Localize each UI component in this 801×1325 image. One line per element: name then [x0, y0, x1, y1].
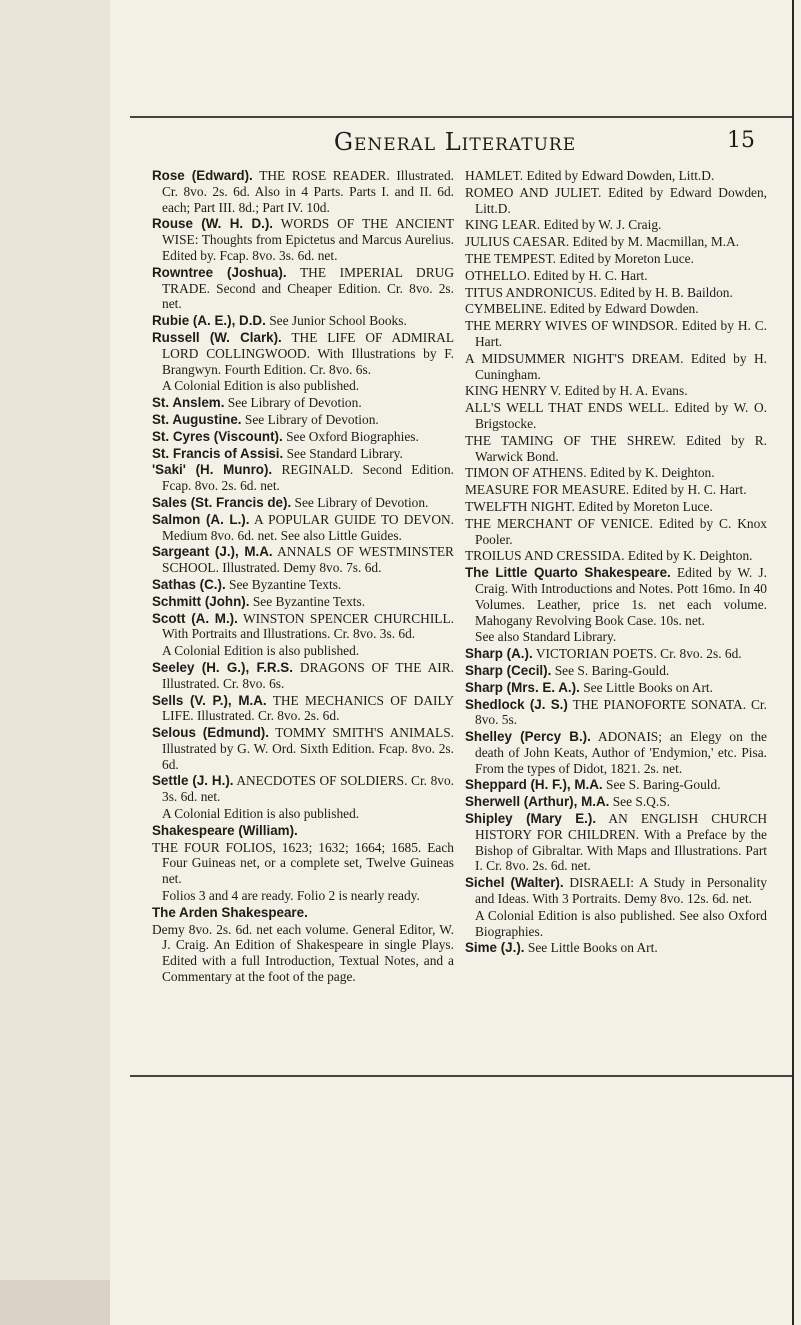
entry-note: A Colonial Edition is also published. — [162, 806, 360, 822]
entry-description: TWELFTH NIGHT. Edited by Moreton Luce. — [465, 498, 713, 514]
entry-author: St. Augustine. — [152, 411, 242, 427]
catalogue-entry — [465, 351, 767, 383]
entry-description: THE PIANOFORTE SONATA. Cr. 8vo. 5s. — [475, 696, 767, 728]
entry-description: WINSTON SPENCER CHURCHILL. With Portraits and Illustrations. Cr. 8vo. 3s. 6d. — [162, 610, 455, 642]
catalogue-entry — [465, 940, 767, 956]
entry-note: A Colonial Edition is also published. — [162, 643, 360, 659]
right-border-rule — [792, 0, 794, 1325]
catalogue-entry — [152, 446, 454, 462]
entry-description: ADONAIS; an Elegy on the death of John Keats, Author of 'Endymion,' etc. Pisa. From the types of Didot, 1821. 2s. net. — [475, 729, 767, 776]
entry-note: Folios 3 and 4 are ready. Folio 2 is nearly ready. — [162, 888, 420, 904]
entry-description: THE MERRY WIVES OF WINDSOR. Edited by H. C. Hart. — [465, 318, 767, 349]
catalogue-entry — [152, 330, 454, 377]
catalogue-entry — [152, 462, 454, 494]
entry-author: Sathas (C.). — [152, 576, 226, 592]
entry-description: VICTORIAN POETS. Cr. 8vo. 2s. 6d. — [535, 646, 742, 662]
entry-description: See S.Q.S. — [612, 794, 670, 810]
catalogue-entry — [465, 875, 767, 907]
entry-description: See Oxford Biographies. — [286, 428, 419, 444]
catalogue-entry — [465, 400, 767, 432]
entry-description: THE MECHANICS OF DAILY LIFE. Illustrated. Cr. 8vo. 2s. 6d. — [162, 692, 454, 724]
entry-author: Shipley (Mary E.). — [465, 811, 597, 827]
entry-description: THE TAMING OF THE SHREW. Edited by R. Warwick Bond. — [465, 432, 767, 464]
catalogue-entry — [465, 499, 767, 515]
entry-description: HAMLET. Edited by Edward Dowden, Litt.D. — [465, 168, 715, 183]
entry-author: Sharp (Cecil). — [465, 662, 552, 678]
entry-author: Sherwell (Arthur), M.A. — [465, 794, 610, 810]
entry-note: A Colonial Edition is also published. See also Oxford Biographies. — [475, 907, 767, 939]
entry-author: St. Anslem. — [152, 395, 225, 411]
entry-author: Sargeant (J.), M.A. — [152, 544, 273, 560]
catalogue-entry — [465, 697, 767, 729]
running-head-title: General Literature — [333, 128, 577, 156]
catalogue-entry — [152, 544, 454, 576]
catalogue-entry — [152, 823, 454, 839]
catalogue-entry — [152, 693, 454, 725]
entry-description: THE ROSE READER. Illustrated. Cr. 8vo. 2s. 6d. Also in 4 Parts. Parts I. and II. 6d. each; Part III. 8d.; Part IV. 10d. — [162, 168, 454, 215]
catalogue-entry — [152, 577, 454, 593]
entry-description: ANECDOTES OF SOLDIERS. Cr. 8vo. 3s. 6d. net. — [162, 773, 455, 805]
entry-description: See Little Books on Art. — [527, 940, 658, 956]
entry-description: TIMON OF ATHENS. Edited by K. Deighton. — [465, 465, 715, 481]
entry-note: A Colonial Edition is also published. — [162, 378, 360, 394]
entry-author: Sheppard (H. F.), M.A. — [465, 777, 603, 793]
catalogue-entry — [465, 185, 767, 217]
page-edge-shadow — [0, 1280, 110, 1325]
entry-author: Rose (Edward). — [152, 168, 253, 183]
entry-description: THE TEMPEST. Edited by Moreton Luce. — [465, 250, 694, 266]
catalogue-entry — [152, 265, 454, 312]
catalogue-entry — [152, 725, 454, 772]
entry-description: Demy 8vo. 2s. 6d. net each volume. General Editor, W. J. Craig. An Edition of Shakespeare in single Plays. Edited with a full Introduction, Textual Notes, and a Commentary at the foot of the page. — [152, 921, 454, 985]
entry-description: See S. Baring-Gould. — [606, 777, 721, 793]
catalogue-entry — [465, 548, 767, 564]
catalogue-entry — [465, 646, 767, 662]
entry-author: Seeley (H. G.), F.R.S. — [152, 659, 293, 675]
entry-description: WORDS OF THE ANCIENT WISE: Thoughts from Epictetus and Marcus Aurelius. Edited by. Fcap. 8vo. 3s. 6d. net. — [162, 216, 455, 263]
entry-description: THE FOUR FOLIOS, 1623; 1632; 1664; 1685. Each Four Guineas net, or a complete set, Twelve Guineas net. — [152, 839, 454, 887]
catalogue-entry — [465, 516, 767, 548]
catalogue-entry — [152, 594, 454, 610]
entry-description: TITUS ANDRONICUS. Edited by H. B. Baildon. — [465, 284, 733, 300]
catalogue-entry — [465, 777, 767, 793]
catalogue-entry — [152, 313, 454, 329]
bottom-rule — [130, 1075, 792, 1077]
right-column — [465, 168, 767, 957]
catalogue-entry — [152, 168, 454, 215]
entry-author: Rubie (A. E.), D.D. — [152, 313, 266, 329]
catalogue-entry — [465, 811, 767, 874]
entry-author: Shedlock (J. S.) — [465, 696, 568, 712]
entry-description: REGINALD. Second Edition. Fcap. 8vo. 2s. 6d. net. — [162, 462, 455, 494]
entry-description: THE IMPERIAL DRUG TRADE. Second and Cheaper Edition. Cr. 8vo. 2s. net. — [162, 264, 455, 312]
catalogue-entry — [152, 495, 454, 511]
entry-description: KING HENRY V. Edited by H. A. Evans. — [465, 383, 688, 399]
catalogue-entry — [465, 433, 767, 465]
catalogue-entry — [152, 395, 454, 411]
catalogue-entry — [152, 412, 454, 428]
catalogue-entry — [152, 905, 454, 921]
entry-description: CYMBELINE. Edited by Edward Dowden. — [465, 301, 699, 317]
catalogue-entry — [465, 268, 767, 284]
entry-description: ROMEO AND JULIET. Edited by Edward Dowden, Litt.D. — [465, 184, 767, 216]
catalogue-entry — [465, 285, 767, 301]
catalogue-entry — [152, 840, 454, 887]
entry-description: AN ENGLISH CHURCH HISTORY FOR CHILDREN. With a Preface by the Bishop of Gibraltar. With Maps and Illustrations. Part I. Cr. 8vo. 2s. 6d. net. — [475, 811, 767, 874]
entry-author: The Little Quarto Shakespeare. — [465, 565, 671, 581]
catalogue-entry — [465, 301, 767, 317]
entry-description: A MIDSUMMER NIGHT'S DREAM. Edited by H. Cuningham. — [465, 350, 767, 382]
entry-author: Sales (St. Francis de). — [152, 494, 292, 510]
catalogue-entry — [465, 663, 767, 679]
entry-description: MEASURE FOR MEASURE. Edited by H. C. Hart. — [465, 482, 747, 498]
entry-description: TROILUS AND CRESSIDA. Edited by K. Deighton. — [465, 548, 753, 564]
entry-author: Scott (A. M.). — [152, 610, 238, 626]
entry-author: Rouse (W. H. D.). — [152, 216, 274, 232]
catalogue-entry — [152, 922, 454, 985]
running-head — [155, 128, 755, 158]
catalogue-entry — [465, 318, 767, 350]
entry-author: Sells (V. P.), M.A. — [152, 692, 267, 708]
catalogue-entry — [152, 512, 454, 544]
entry-author: Schmitt (John). — [152, 593, 250, 609]
entry-description: See Standard Library. — [286, 445, 403, 461]
catalogue-entry — [465, 680, 767, 696]
entry-author: The Arden Shakespeare. — [152, 904, 308, 920]
entry-description: See Little Books on Art. — [583, 679, 713, 695]
top-rule — [130, 116, 792, 118]
catalogue-entry — [465, 729, 767, 776]
entry-description: ALL'S WELL THAT ENDS WELL. Edited by W. O. Brigstocke. — [465, 400, 767, 431]
catalogue-entry — [465, 565, 767, 628]
entry-author: Sime (J.). — [465, 940, 525, 956]
catalogue-entry — [152, 611, 454, 643]
catalogue-entry — [152, 660, 454, 692]
entry-description: A POPULAR GUIDE TO DEVON. Medium 8vo. 6d. net. See also Little Guides. — [162, 511, 455, 543]
entry-author: 'Saki' (H. Munro). — [152, 462, 273, 478]
catalogue-entry — [152, 429, 454, 445]
entry-description: DISRAELI: A Study in Personality and Ideas. With 3 Portraits. Demy 8vo. 12s. 6d. net. — [475, 875, 767, 907]
entry-author: Settle (J. H.). — [152, 773, 234, 789]
entry-author: Shelley (Percy B.). — [465, 729, 591, 745]
entry-author: Selous (Edmund). — [152, 725, 269, 741]
page-number: 15 — [727, 128, 755, 153]
entry-description: KING LEAR. Edited by W. J. Craig. — [465, 217, 662, 233]
catalogue-entry — [465, 251, 767, 267]
entry-description: DRAGONS OF THE AIR. Illustrated. Cr. 8vo. 6s. — [162, 659, 454, 691]
entry-description: See Library of Devotion. — [294, 494, 429, 510]
entry-description: THE MERCHANT OF VENICE. Edited by C. Knox Pooler. — [465, 515, 767, 547]
entry-description: See Junior School Books. — [269, 313, 407, 329]
entry-author: Sharp (Mrs. E. A.). — [465, 679, 580, 695]
entry-description: See S. Baring-Gould. — [554, 662, 670, 678]
entry-description: THE LIFE OF ADMIRAL LORD COLLINGWOOD. With Illustrations by F. Brangwyn. Fourth Edition. Cr. 8vo. 6s. — [162, 329, 455, 377]
entry-author: Russell (W. Clark). — [152, 329, 282, 345]
entry-description: See Byzantine Texts. — [252, 593, 366, 609]
catalogue-entry — [152, 773, 454, 805]
catalogue-entry — [465, 465, 767, 481]
entry-description: See Library of Devotion. — [244, 411, 379, 427]
catalogue-entry — [465, 383, 767, 399]
entry-author: Sharp (A.). — [465, 646, 533, 662]
catalogue-entry — [465, 168, 767, 184]
entry-description: TOMMY SMITH'S ANIMALS. Illustrated by G. W. Ord. Sixth Edition. Fcap. 8vo. 2s. 6d. — [162, 725, 454, 772]
entry-author: Rowntree (Joshua). — [152, 264, 287, 280]
entry-author: Sichel (Walter). — [465, 875, 564, 891]
entry-description: OTHELLO. Edited by H. C. Hart. — [465, 267, 648, 283]
entry-author: Salmon (A. L.). — [152, 511, 250, 527]
catalogue-entry — [152, 216, 454, 263]
catalogue-entry — [465, 482, 767, 498]
catalogue-entry — [465, 234, 767, 250]
entry-description: ANNALS OF WESTMINSTER SCHOOL. Illustrated. Demy 8vo. 7s. 6d. — [162, 544, 454, 576]
catalogue-entry — [465, 794, 767, 810]
entry-author: Shakespeare (William). — [152, 822, 298, 838]
entry-description: Edited by W. J. Craig. With Introductions and Notes. Pott 16mo. In 40 Volumes. Leather, price 1s. net each volume. Mahogany Revolving Book Case. 10s. net. — [475, 565, 767, 628]
entry-description: See Byzantine Texts. — [229, 576, 342, 592]
entry-description: See Library of Devotion. — [227, 395, 362, 411]
entry-author: St. Francis of Assisi. — [152, 445, 284, 461]
entry-author: St. Cyres (Viscount). — [152, 428, 283, 444]
catalogue-entry — [465, 217, 767, 233]
entry-note: See also Standard Library. — [475, 629, 617, 645]
left-column — [152, 168, 454, 986]
entry-description: JULIUS CAESAR. Edited by M. Macmillan, M.A. — [465, 234, 740, 250]
